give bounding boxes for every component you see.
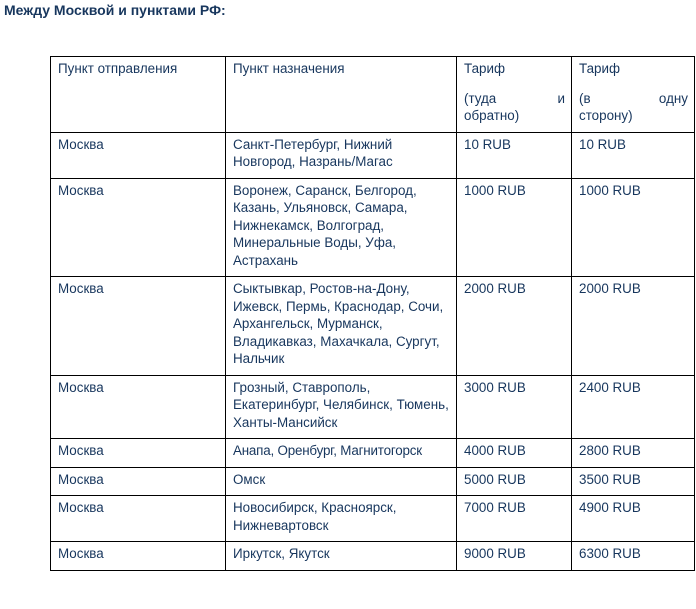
cell-destination: Воронеж, Саранск, Белгород, Казань, Ульяновск, Самара, Нижнекамск, Волгоград, Минеральные Воды, Уфа, Астрахань	[226, 178, 457, 277]
table-row	[51, 496, 695, 542]
header-tariff-round-trip-note-line1: (туда и	[464, 90, 565, 106]
table-row	[51, 439, 695, 468]
header-tariff-round-trip-note-line2: обратно)	[464, 108, 520, 123]
cell-origin: Москва	[51, 496, 226, 542]
header-origin	[51, 57, 226, 133]
table-row	[51, 277, 695, 376]
header-tariff-one-way-title: Тариф	[579, 61, 620, 76]
header-tariff-round-trip	[457, 57, 572, 133]
cell-one-way: 2000 RUB	[572, 277, 695, 376]
cell-round-trip: 9000 RUB	[457, 542, 572, 571]
cell-round-trip: 7000 RUB	[457, 496, 572, 542]
page-heading: Между Москвой и пунктами РФ:	[4, 2, 226, 18]
table-row	[51, 178, 695, 277]
cell-one-way: 2800 RUB	[572, 439, 695, 468]
cell-round-trip: 1000 RUB	[457, 178, 572, 277]
cell-one-way: 2400 RUB	[572, 375, 695, 439]
cell-round-trip: 2000 RUB	[457, 277, 572, 376]
cell-round-trip: 10 RUB	[457, 132, 572, 178]
header-destination-label: Пункт назначения	[233, 61, 345, 76]
header-destination	[226, 57, 457, 133]
cell-destination: Сыктывкар, Ростов-на-Дону, Ижевск, Пермь, Краснодар, Сочи, Архангельск, Мурманск, Владикавказ, Махачкала, Сургут, Нальчик	[226, 277, 457, 376]
cell-destination: Иркутск, Якутск	[226, 542, 457, 571]
cell-destination: Новосибирск, Красноярск, Нижневартовск	[226, 496, 457, 542]
cell-destination: Анапа, Оренбург, Магнитогорск	[226, 439, 457, 468]
cell-origin: Москва	[51, 132, 226, 178]
table-row	[51, 467, 695, 496]
cell-destination: Грозный, Ставрополь, Екатеринбург, Челябинск, Тюмень, Ханты-Мансийск	[226, 375, 457, 439]
header-tariff-round-trip-title: Тариф	[464, 61, 505, 76]
cell-one-way: 10 RUB	[572, 132, 695, 178]
cell-origin: Москва	[51, 439, 226, 468]
header-tariff-one-way-note-line1: (в одну	[579, 90, 688, 106]
cell-one-way: 3500 RUB	[572, 467, 695, 496]
header-tariff-one-way-note	[579, 90, 688, 125]
header-tariff-one-way-note-line2: сторону)	[579, 108, 633, 123]
header-tariff-round-trip-note	[464, 90, 565, 125]
table-row	[51, 375, 695, 439]
cell-origin: Москва	[51, 178, 226, 277]
table-header-row	[51, 57, 695, 133]
header-origin-label: Пункт отправления	[58, 61, 178, 76]
cell-origin: Москва	[51, 542, 226, 571]
header-tariff-one-way	[572, 57, 695, 133]
tariff-table	[50, 56, 695, 571]
cell-destination: Санкт-Петербург, Нижний Новгород, Назрань/Магас	[226, 132, 457, 178]
cell-one-way: 1000 RUB	[572, 178, 695, 277]
cell-origin: Москва	[51, 277, 226, 376]
cell-round-trip: 5000 RUB	[457, 467, 572, 496]
cell-round-trip: 4000 RUB	[457, 439, 572, 468]
cell-destination: Омск	[226, 467, 457, 496]
cell-one-way: 6300 RUB	[572, 542, 695, 571]
cell-origin: Москва	[51, 375, 226, 439]
cell-origin: Москва	[51, 467, 226, 496]
table-row	[51, 542, 695, 571]
cell-one-way: 4900 RUB	[572, 496, 695, 542]
table-row	[51, 132, 695, 178]
cell-round-trip: 3000 RUB	[457, 375, 572, 439]
